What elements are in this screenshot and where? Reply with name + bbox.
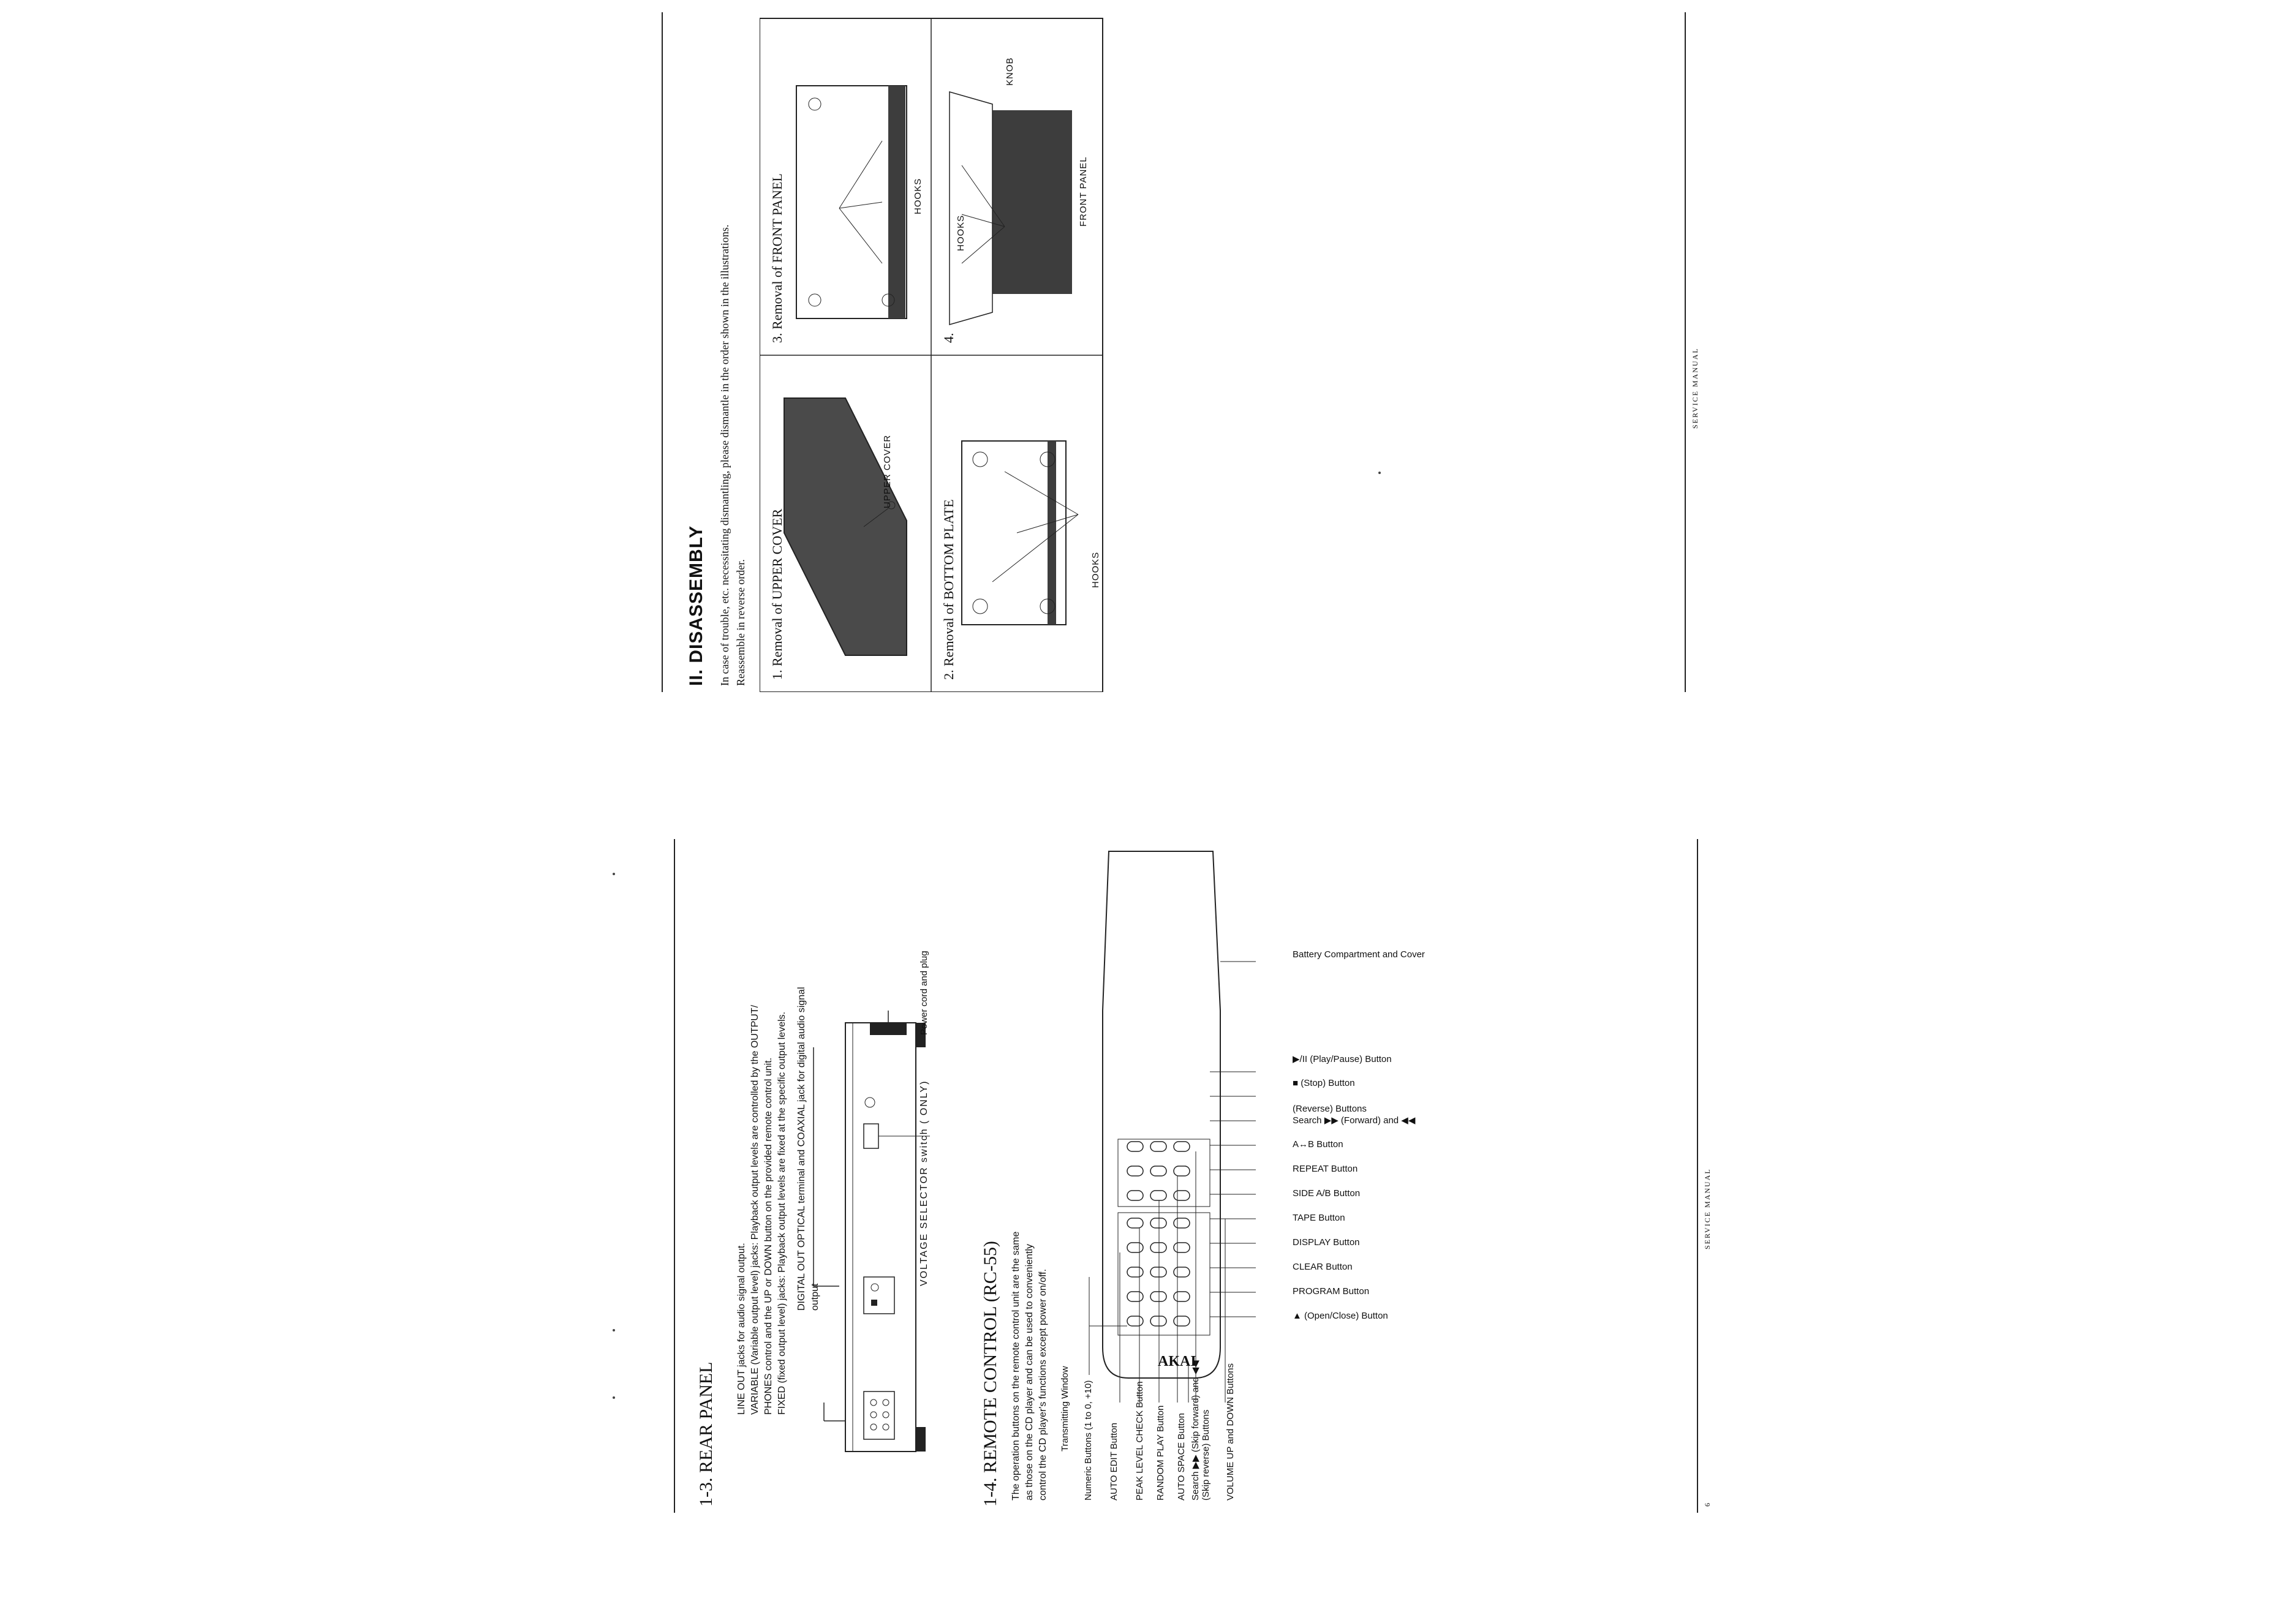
label-program: PROGRAM Button — [1293, 1286, 1370, 1297]
label-stop: ■ (Stop) Button — [1293, 1078, 1355, 1088]
label-tape: TAPE Button — [1293, 1213, 1345, 1223]
disassembly-grid — [760, 12, 1115, 692]
rear-panel-illustration — [778, 925, 937, 1476]
label-numeric-buttons: Numeric Buttons (1 to 0, +10) — [1083, 1380, 1093, 1501]
rear-panel-line-1: LINE OUT jacks for audio signal output. — [736, 1243, 747, 1415]
label-repeat: REPEAT Button — [1293, 1164, 1358, 1174]
remote-brand-logo: AKAI — [1158, 1354, 1196, 1369]
bottom-rule — [1697, 839, 1698, 1513]
right-bottom-rule — [1685, 12, 1686, 692]
remote-intro-line-3: control the CD player's functions except power on/off. — [1038, 1268, 1048, 1501]
remote-control-illustration — [1060, 839, 1262, 1403]
remote-intro-line-2: as those on the CD player and can be used to conveniently — [1024, 1244, 1035, 1501]
label-auto-space: AUTO SPACE Button — [1176, 1413, 1187, 1501]
label-clear: CLEAR Button — [1293, 1262, 1353, 1272]
cell-four-hooks-label: HOOKS — [956, 214, 966, 251]
scan-speck — [613, 1396, 615, 1399]
label-peak-level-check: PEAK LEVEL CHECK Button — [1135, 1381, 1145, 1501]
disassembly-intro-2: Reassemble in reverse order. — [734, 559, 747, 686]
label-display: DISPLAY Button — [1293, 1237, 1360, 1248]
rear-panel-line-3: PHONES control and the UP or DOWN button on the provided remote control unit. — [763, 1057, 774, 1415]
right-top-rule — [662, 12, 663, 692]
label-search-reverse: (Reverse) Buttons — [1293, 1104, 1367, 1114]
rear-panel-title: 1-3. REAR PANEL — [696, 1361, 716, 1507]
bottom-plate-hooks-label: HOOKS — [1090, 551, 1101, 588]
remote-control-title: 1-4. REMOTE CONTROL (RC-55) — [980, 1241, 1000, 1507]
upper-cover-label: UPPER COVER — [882, 434, 893, 508]
right-page — [662, 0, 1703, 692]
scan-speck — [1378, 472, 1381, 474]
cell-upper-cover-title: 1. Removal of UPPER COVER — [769, 508, 785, 680]
page-number: 6 — [1703, 1502, 1712, 1507]
footer-label: SERVICE MANUAL — [1703, 1168, 1712, 1249]
label-auto-edit: AUTO EDIT Button — [1109, 1423, 1119, 1501]
digital-out-line-1: DIGITAL OUT OPTICAL terminal and COAXIAL jack for digital audio signal — [796, 987, 807, 1311]
label-search-forward: Search ▶▶ (Forward) and ◀◀ — [1293, 1115, 1416, 1126]
cell-bottom-plate-title: 2. Removal of BOTTOM PLATE — [941, 499, 956, 680]
label-volume-buttons: VOLUME UP and DOWN Buttons — [1225, 1363, 1236, 1501]
cell-front-panel-title: 3. Removal of FRONT PANEL — [769, 173, 785, 343]
cell-four-knob-label: KNOB — [1005, 57, 1015, 86]
label-battery-compartment: Battery Compartment and Cover — [1293, 949, 1425, 960]
cell-four-title: 4. — [941, 333, 956, 343]
digital-out-line-2: output — [810, 1283, 820, 1311]
label-ab: A↔B Button — [1293, 1139, 1343, 1150]
rear-panel-line-4: FIXED (fixed output level) jacks: Playback output levels are fixed at the specific output levels. — [777, 1011, 787, 1415]
label-skip-reverse: (Skip reverse) Buttons — [1201, 1409, 1211, 1501]
remote-intro-line-1: The operation buttons on the remote control unit are the same — [1011, 1231, 1021, 1501]
power-cord-label: Power cord and plug — [919, 951, 929, 1035]
disassembly-title: II. DISASSEMBLY — [686, 525, 706, 686]
top-rule — [674, 839, 675, 1513]
voltage-selector-label: VOLTAGE SELECTOR switch ( ONLY) — [919, 1080, 929, 1286]
scan-speck — [613, 1329, 615, 1331]
scan-speck — [613, 873, 615, 875]
right-footer-label: SERVICE MANUAL — [1691, 347, 1699, 429]
rear-panel-line-2: VARIABLE (Variable output level) jacks: Playback output levels are controlled by the OUTPUT/ — [750, 1004, 760, 1415]
label-side-ab: SIDE A/B Button — [1293, 1188, 1361, 1199]
label-transmitting-window: Transmitting Window — [1060, 1366, 1070, 1452]
cell-four-front-panel-label: FRONT PANEL — [1078, 156, 1089, 227]
label-play-pause: ▶/II (Play/Pause) Button — [1293, 1054, 1392, 1064]
front-panel-hooks-label: HOOKS — [913, 178, 923, 214]
label-random-play: RANDOM PLAY Button — [1155, 1405, 1166, 1501]
disassembly-intro-1: In case of trouble, etc. necessitating dismantling, please dismantle in the order shown in the illustrations. — [719, 224, 731, 686]
label-open-close: ▲ (Open/Close) Button — [1293, 1311, 1388, 1321]
label-skip-forward: Search ▶▶ (Skip forward) and ◀◀ — [1190, 1360, 1201, 1501]
left-page — [674, 827, 1715, 1513]
